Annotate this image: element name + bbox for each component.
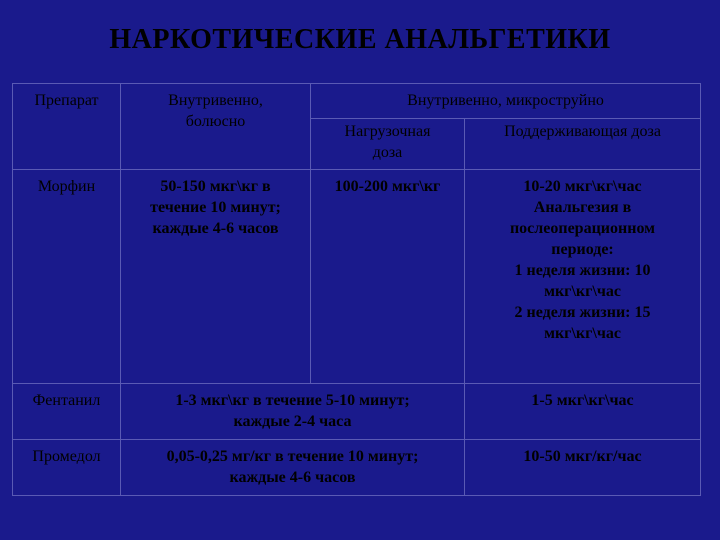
table-header-row: [13, 84, 701, 119]
table-row: [13, 170, 701, 384]
maintenance-dose: 10-50 мкг/кг/час: [465, 440, 701, 496]
bolus-dose: 50-150 мкг\кг в течение 10 минут; каждые 4-6 часов: [121, 170, 311, 384]
bolus-loading-dose: 0,05-0,25 мг/кг в течение 10 минут; каждые 4-6 часов: [121, 440, 465, 496]
analgesics-table: [12, 83, 701, 496]
table-row: [13, 440, 701, 496]
header-loading-dose: Нагрузочная доза: [311, 119, 465, 170]
drug-name: Фентанил: [13, 384, 121, 440]
maintenance-dose: 1-5 мкг\кг\час: [465, 384, 701, 440]
header-maintenance-dose: Поддерживающая доза: [465, 119, 701, 170]
drug-name: Промедол: [13, 440, 121, 496]
header-drug: Препарат: [13, 84, 121, 170]
header-iv-micro: Внутривенно, микроструйно: [311, 84, 701, 119]
bolus-loading-dose: 1-3 мкг\кг в течение 5-10 минут; каждые 2-4 часа: [121, 384, 465, 440]
header-iv-bolus: Внутривенно, болюсно: [121, 84, 311, 170]
table-row: [13, 384, 701, 440]
drug-name: Морфин: [13, 170, 121, 384]
page-title: НАРКОТИЧЕСКИЕ АНАЛЬГЕТИКИ: [109, 24, 611, 55]
loading-dose: 100-200 мкг\кг: [311, 170, 465, 384]
maintenance-dose: 10-20 мкг\кг\час Анальгезия в послеоперационном периоде: 1 неделя жизни: 10 мкг\кг\час 2 неделя жизни: 15 мкг\кг\час: [465, 170, 701, 384]
